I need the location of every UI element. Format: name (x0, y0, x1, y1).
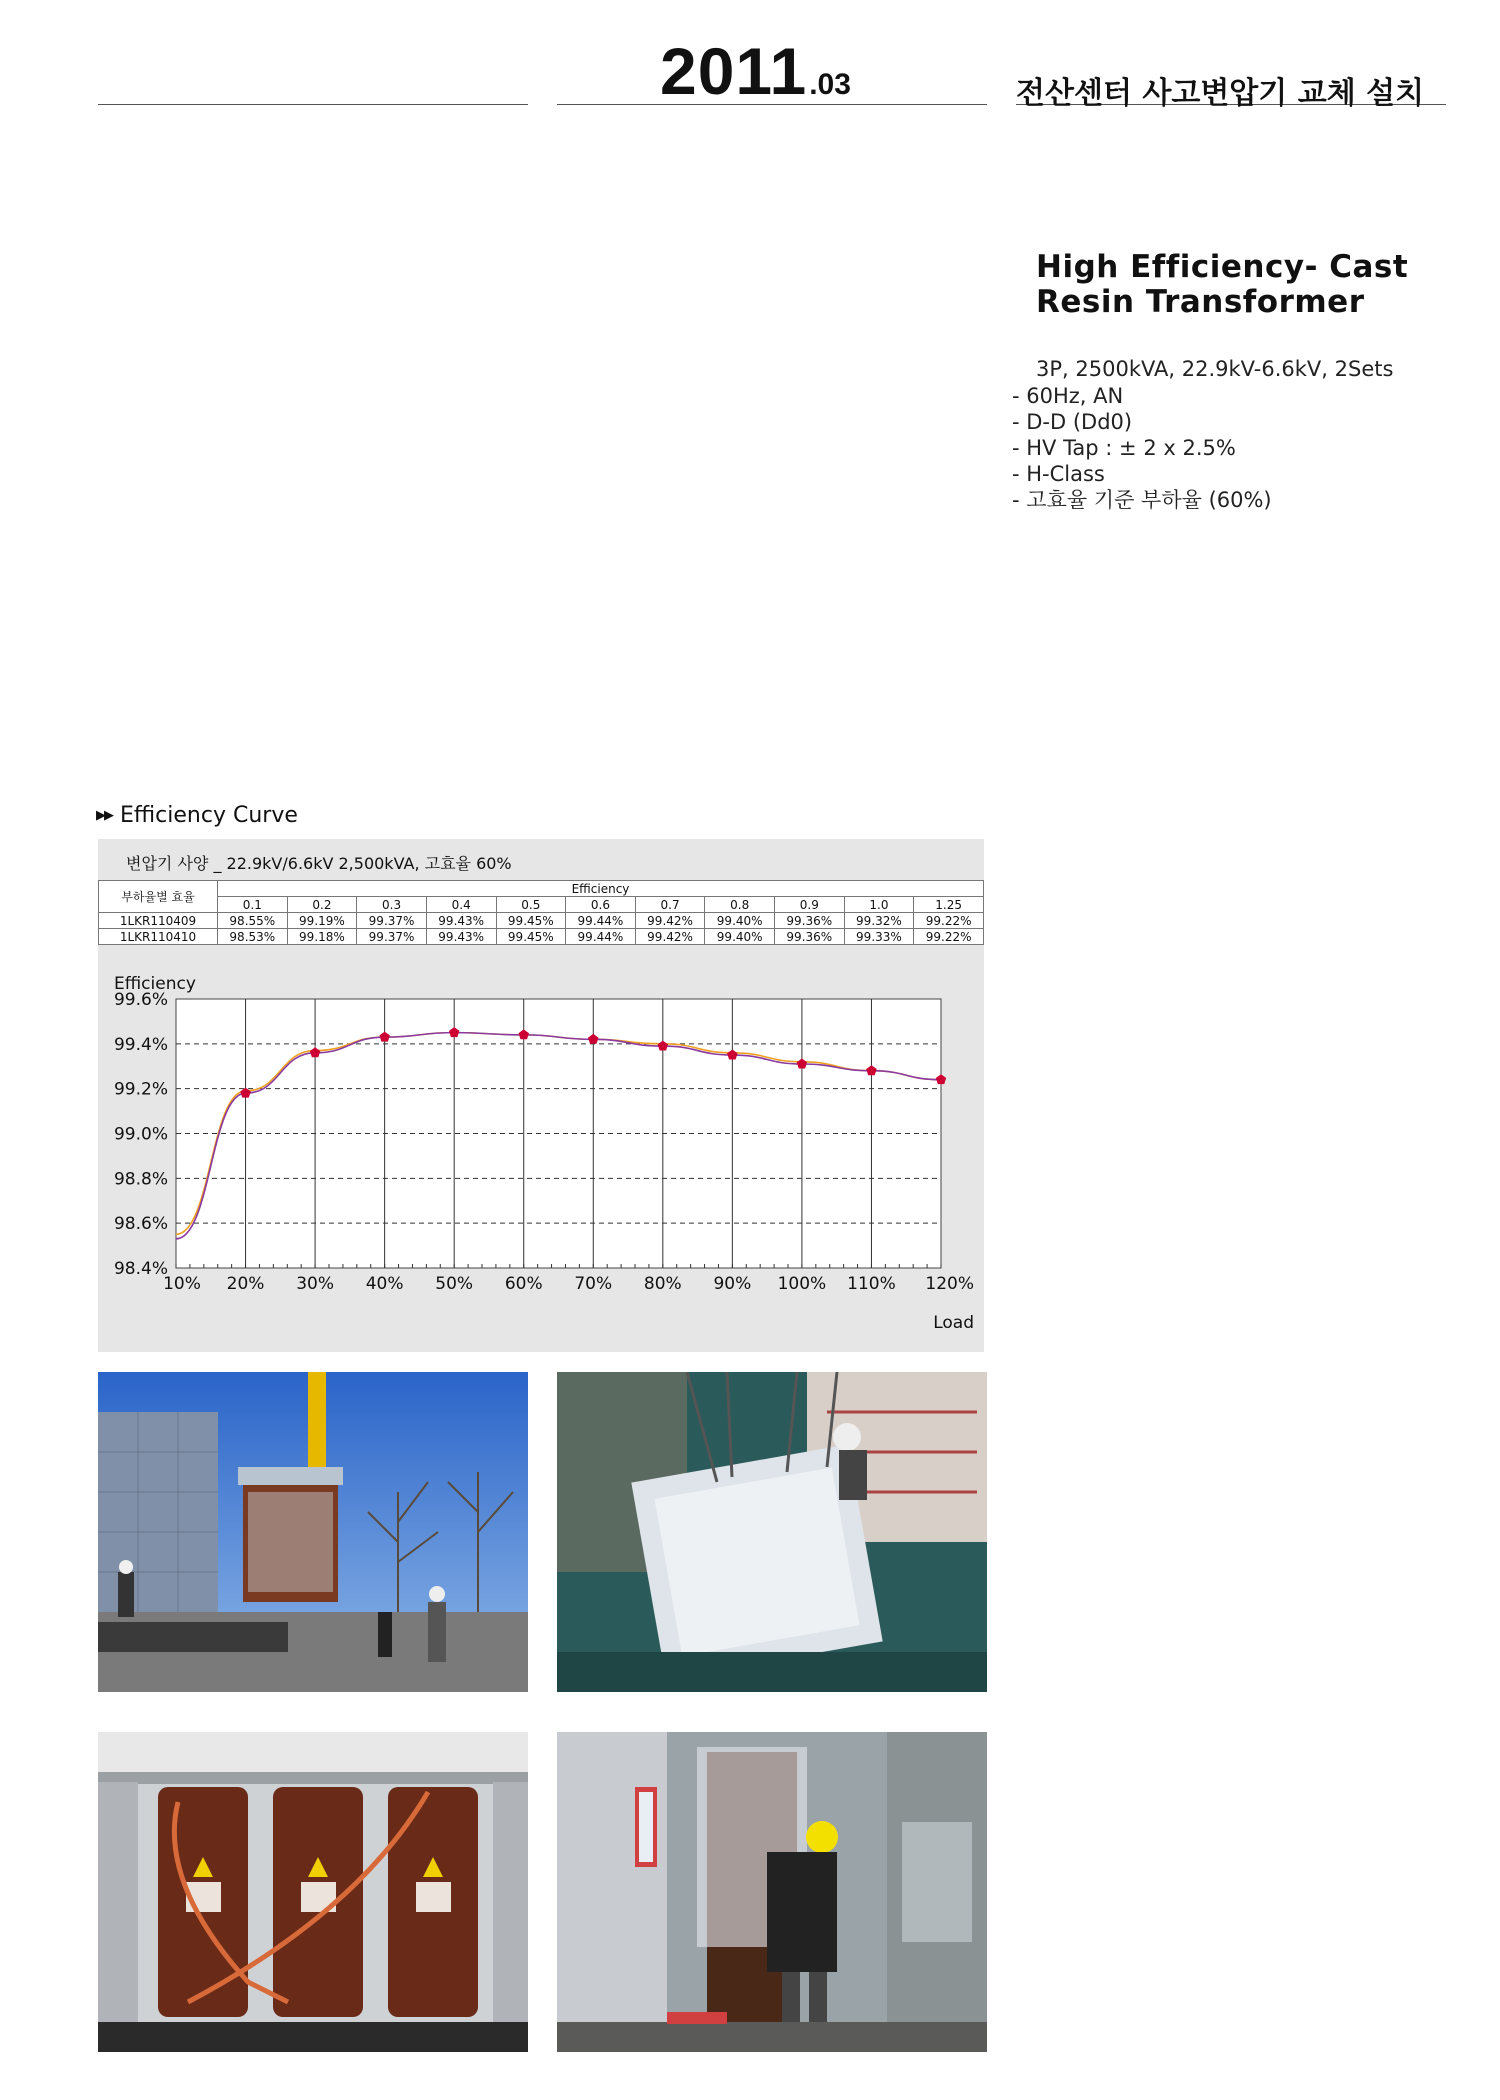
product-spec-main: 3P, 2500kVA, 22.9kV-6.6kV, 2Sets (1036, 357, 1394, 381)
table-cell: 99.42% (635, 913, 705, 929)
product-title (1036, 250, 1408, 320)
table-group-header: Efficiency (218, 881, 984, 897)
product-title-line-2: Resin Transformer (1036, 284, 1365, 320)
product-spec-list (1012, 383, 1272, 513)
transformer-spec-line: 변압기 사양 _ 22.9kV/6.6kV 2,500kVA, 고효율 60% (126, 854, 512, 873)
table-cell: 99.44% (566, 929, 636, 945)
y-tick-label: 99.0% (113, 1124, 168, 1145)
table-cell: 99.42% (635, 929, 705, 945)
table-column-header: 0.7 (635, 897, 705, 913)
table-cell: 98.53% (218, 929, 288, 945)
table-cell: 99.40% (705, 929, 775, 945)
photo-crane-lifting-transformer (98, 1372, 528, 1692)
y-tick-label: 98.8% (113, 1169, 168, 1190)
spec-item: - 고효율 기준 부하율 (60%) (1012, 488, 1272, 512)
x-tick-label: 120% (925, 1274, 974, 1294)
photo-installed-transformer-coils (98, 1732, 528, 2052)
table-cell: 99.40% (705, 913, 775, 929)
spec-item: - HV Tap : ± 2 x 2.5% (1012, 436, 1236, 460)
table-cell: 99.43% (426, 913, 496, 929)
table-cell: 99.37% (357, 929, 427, 945)
table-column-header: 0.2 (287, 897, 357, 913)
table-cell: 99.44% (566, 913, 636, 929)
x-tick-label: 20% (226, 1274, 265, 1294)
table-cell: 99.45% (496, 929, 566, 945)
section-title (96, 803, 298, 828)
photo-transformer-moving-in-corridor (557, 1732, 987, 2052)
x-tick-label: 100% (777, 1274, 827, 1294)
page-title: 전산센터 사고변압기 교체 설치 (1016, 76, 1425, 111)
table-cell: 99.18% (287, 929, 357, 945)
table-column-header: 1.0 (844, 897, 914, 913)
table-column-header: 0.8 (705, 897, 775, 913)
x-tick-label: 110% (847, 1274, 896, 1294)
header-year: 2011 (660, 34, 808, 108)
photo-transformer-overhead-view (557, 1372, 987, 1692)
table-corner-cell: 부하율별 효율 (99, 881, 218, 913)
table-cell: 99.22% (914, 929, 984, 945)
spec-item: - 60Hz, AN (1012, 384, 1124, 408)
table-column-header: 0.5 (496, 897, 566, 913)
table-cell: 99.36% (775, 913, 845, 929)
x-tick-label: 30% (296, 1274, 334, 1294)
y-axis-label: Efficiency (114, 974, 196, 994)
y-tick-label: 99.2% (113, 1079, 168, 1100)
table-column-header: 0.3 (357, 897, 427, 913)
table-row-label: 1LKR110410 (99, 929, 218, 945)
table-column-header: 0.1 (218, 897, 288, 913)
section-title-text: Efficiency Curve (120, 803, 298, 828)
y-tick-label: 99.4% (113, 1034, 168, 1055)
table-cell: 99.22% (914, 913, 984, 929)
header-rule-left (98, 104, 528, 105)
product-title-line-1: High Efficiency- Cast (1036, 249, 1409, 285)
table-cell: 99.43% (426, 929, 496, 945)
table-column-header: 0.9 (775, 897, 845, 913)
x-tick-label: 10% (163, 1274, 201, 1294)
x-tick-label: 90% (713, 1274, 752, 1294)
table-column-header: 1.25 (914, 897, 984, 913)
spec-item: - D-D (Dd0) (1012, 410, 1133, 434)
header-date (660, 34, 851, 108)
table-cell: 99.32% (844, 913, 914, 929)
table-row-label: 1LKR110409 (99, 913, 218, 929)
efficiency-chart (98, 839, 984, 1352)
double-arrow-icon: ▶▶ (96, 808, 112, 823)
x-axis-label: Load (933, 1313, 974, 1333)
table-cell: 98.55% (218, 913, 288, 929)
x-tick-labels (163, 1274, 974, 1294)
x-tick-label: 60% (504, 1274, 543, 1294)
efficiency-panel (98, 839, 984, 1352)
y-tick-label: 99.6% (113, 990, 168, 1010)
y-tick-label: 98.4% (113, 1259, 168, 1279)
table-cell: 99.19% (287, 913, 357, 929)
x-tick-label: 80% (643, 1274, 682, 1294)
table-column-header: 0.4 (426, 897, 496, 913)
table-cell: 99.36% (775, 929, 845, 945)
table-cell: 99.45% (496, 913, 566, 929)
y-tick-labels (114, 990, 168, 1279)
x-tick-label: 40% (365, 1274, 404, 1294)
x-tick-label: 70% (574, 1274, 613, 1294)
table-column-header: 0.6 (566, 897, 636, 913)
y-tick-label: 98.6% (113, 1214, 168, 1235)
x-tick-label: 50% (435, 1274, 474, 1294)
spec-item: - H-Class (1012, 462, 1105, 486)
table-cell: 99.33% (844, 929, 914, 945)
header-month: .03 (809, 68, 851, 101)
table-cell: 99.37% (357, 913, 427, 929)
